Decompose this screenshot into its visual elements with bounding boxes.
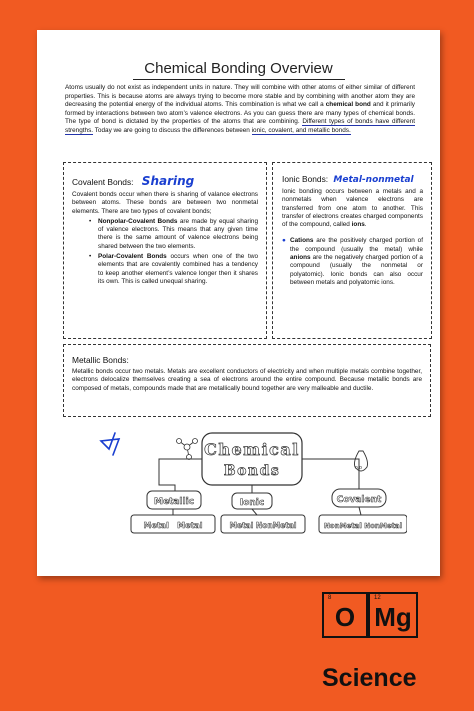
drop-icon xyxy=(355,451,368,471)
anions-term: anions xyxy=(290,254,311,262)
cations-term: Cations xyxy=(290,237,314,245)
ionic-handwritten-note: Metal-nonmetal xyxy=(333,175,414,185)
intro-text-1: Atoms usually do not exist as independent units in nature. They will combine with other atoms of either similar of different properties. This is because atoms are always trying to become more stable and by combining with another atom they are decreasing the potential energy of the individual atoms. This combination is what we call a xyxy=(65,84,415,109)
svg-text:o,o: o,o xyxy=(355,465,362,471)
magnesium-symbol: Mg xyxy=(374,602,412,632)
covalent-heading xyxy=(72,174,258,188)
metallic-heading: Metallic Bonds: xyxy=(72,355,129,365)
polar-text: occurs when one of the two elements that are covalently combined has a tendency to keep another element’s valence longer then it shares its own. This is called unequal sharing. xyxy=(98,253,258,285)
element-tile-oxygen xyxy=(322,592,368,638)
ionic-body-1 xyxy=(282,188,423,229)
element-tile-magnesium xyxy=(368,592,418,638)
node-label-metallic: Metallic xyxy=(153,497,195,507)
center-label-2: Bonds xyxy=(223,463,281,479)
ionic-text-1: Ionic bonding occurs between a metals and a nonmetals when valence electrons are transferred from one atom to another. This transfer of electrons creates charged components of the compound, called xyxy=(282,188,423,229)
leaf-label-ionic: Metal NonMetal xyxy=(229,521,297,530)
ionic-heading xyxy=(282,174,423,185)
science-wordmark: Science xyxy=(322,664,417,692)
worksheet-page xyxy=(37,30,440,576)
covalent-box xyxy=(63,162,267,339)
ionic-box xyxy=(272,162,432,339)
leaf-label-covalent: NonMetal NonMetal xyxy=(323,522,403,530)
intro-underline-1: Different types of bonds have different strengths. xyxy=(65,118,415,134)
oxygen-symbol: O xyxy=(334,602,356,632)
center-label-1: Chemical xyxy=(204,440,300,459)
covalent-handwritten-note: Sharing xyxy=(141,174,195,188)
ions-term: ions xyxy=(351,221,365,229)
list-item xyxy=(98,253,258,286)
ionic-text-3: are the negatively charged portion of a compound (usually the nonmetal or polyatomic). Ionic bonds can also occur between metals and polyatomic ions. xyxy=(290,254,423,286)
intro-text-3: Today we are going to discuss the differences between xyxy=(93,126,252,134)
intro-paragraph xyxy=(65,84,415,136)
intro-text-2: and it primarily formed by interactions between two atom’s valence electrons. As you can guess there are many types of chemical bonds. The type of bond is dictated by the properties of the atoms that are combining. xyxy=(65,101,416,126)
metallic-body: Metallic bonds occur two metals. Metals are excellent conductors of electricity and when multiple metals combine together, electrons delocalize themselves creating a sea of electrons around the entire compound. Because metallic bonds are composed of metals, compounds made that are metallically bound together are very malleable and ductile. xyxy=(72,368,422,392)
oxygen-number: 8 xyxy=(328,595,332,601)
node-label-ionic: Ionic xyxy=(239,498,265,508)
magnesium-number: 12 xyxy=(374,595,381,601)
covalent-bullets xyxy=(98,218,258,286)
nonpolar-text: are made by equal sharing of valence electrons. This means that any given time there is the same amount of valence electrons being shared between the two elements. xyxy=(98,217,258,250)
chemical-bonds-diagram xyxy=(97,427,407,562)
node-label-covalent: Covalent xyxy=(336,495,382,505)
title-underline xyxy=(133,79,345,80)
covalent-body: Covalent bonds occur when there is sharing of valance electrons between atoms. These bonds are between two nonmetal elements. There are two types of covalent bonds; xyxy=(72,191,258,215)
list-item xyxy=(98,218,258,251)
covalent-heading-text: Covalent Bonds: xyxy=(72,177,134,187)
page-title: Chemical Bonding Overview xyxy=(144,60,333,77)
nonpolar-term: Nonpolar-Covalent Bonds xyxy=(98,217,178,225)
intro-underline-2: ionic, covalent, and metallic bonds. xyxy=(251,126,351,134)
star-doodle-icon xyxy=(101,433,119,455)
metallic-box xyxy=(63,344,431,417)
ionic-text-2: are the positively charged portion of the compound (usually the metal) while xyxy=(290,237,423,253)
molecule-icon xyxy=(177,439,198,460)
ionic-body-2 xyxy=(282,237,423,287)
ionic-heading-text: Ionic Bonds: xyxy=(282,174,329,184)
ionic-text-period: . xyxy=(364,221,367,229)
leaf-label-metallic: Metal Metal xyxy=(143,521,203,530)
polar-term: Polar-Covalent Bonds xyxy=(98,253,167,261)
blue-bullet-icon: ● xyxy=(282,237,286,245)
intro-bold-term: chemical bond xyxy=(325,101,371,109)
